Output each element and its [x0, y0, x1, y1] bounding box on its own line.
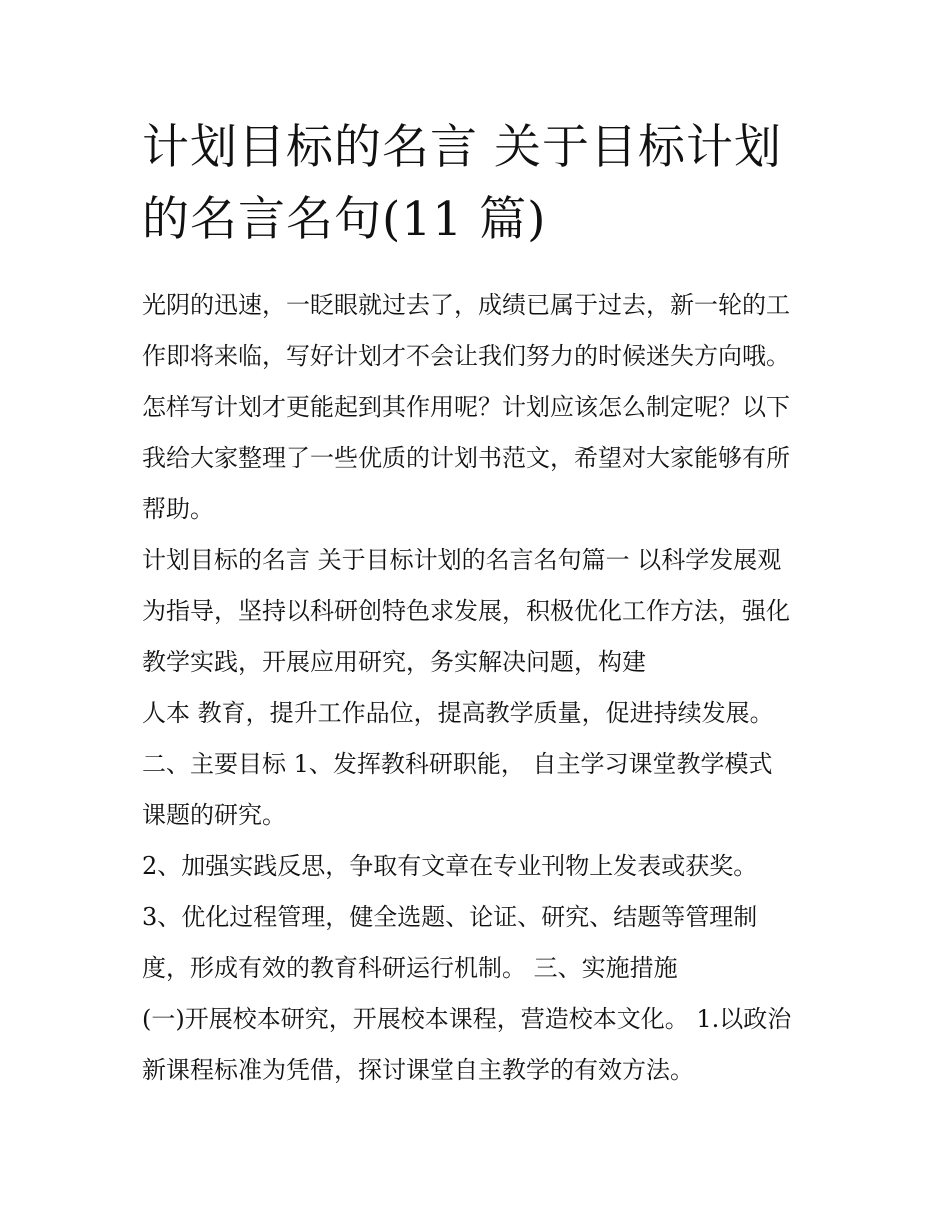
- text-line: 度，形成有效的教育科研运行机制。 三、实施措施: [142, 954, 678, 982]
- text-line: 计划目标的名言 关于目标计划的名言名句篇一 以科学发展观: [142, 546, 782, 574]
- text-line: 教学实践，开展应用研究，务实解决问题，构建: [142, 648, 646, 676]
- document-body: [142, 280, 832, 1096]
- text-line: 人本 教育，提升工作品位，提高教学质量，促进持续发展。: [142, 699, 774, 727]
- text-line: 3、优化过程管理，健全选题、论证、研究、结题等管理制: [142, 903, 758, 931]
- text-line: 新课程标准为凭借，探讨课堂自主教学的有效方法。: [142, 1056, 694, 1084]
- text-line: 为指导，坚持以科研创特色求发展，积极优化工作方法，强化: [142, 597, 790, 625]
- text-line: 帮助。: [142, 495, 214, 523]
- text-line: 光阴的迅速，一眨眼就过去了，成绩已属于过去，新一轮的工: [142, 291, 790, 319]
- title-line-2: 的名言名句(11 篇): [142, 192, 547, 247]
- document-title: [142, 112, 822, 256]
- text-line: 我给大家整理了一些优质的计划书范文，希望对大家能够有所: [142, 444, 790, 472]
- text-line: 课题的研究。: [142, 801, 286, 829]
- text-line: 作即将来临，写好计划才不会让我们努力的时候迷失方向哦。: [142, 342, 790, 370]
- text-line: 二、主要目标 1、发挥教科研职能， 自主学习课堂教学模式: [142, 750, 773, 778]
- text-line: 怎样写计划才更能起到其作用呢？计划应该怎么制定呢？以下: [142, 393, 790, 421]
- text-line: (一)开展校本研究，开展校本课程，营造校本文化。 1.以政治: [142, 1005, 792, 1033]
- title-line-1: 计划目标的名言 关于目标计划: [142, 120, 782, 175]
- text-line: 2、加强实践反思，争取有文章在专业刊物上发表或获奖。: [142, 852, 758, 880]
